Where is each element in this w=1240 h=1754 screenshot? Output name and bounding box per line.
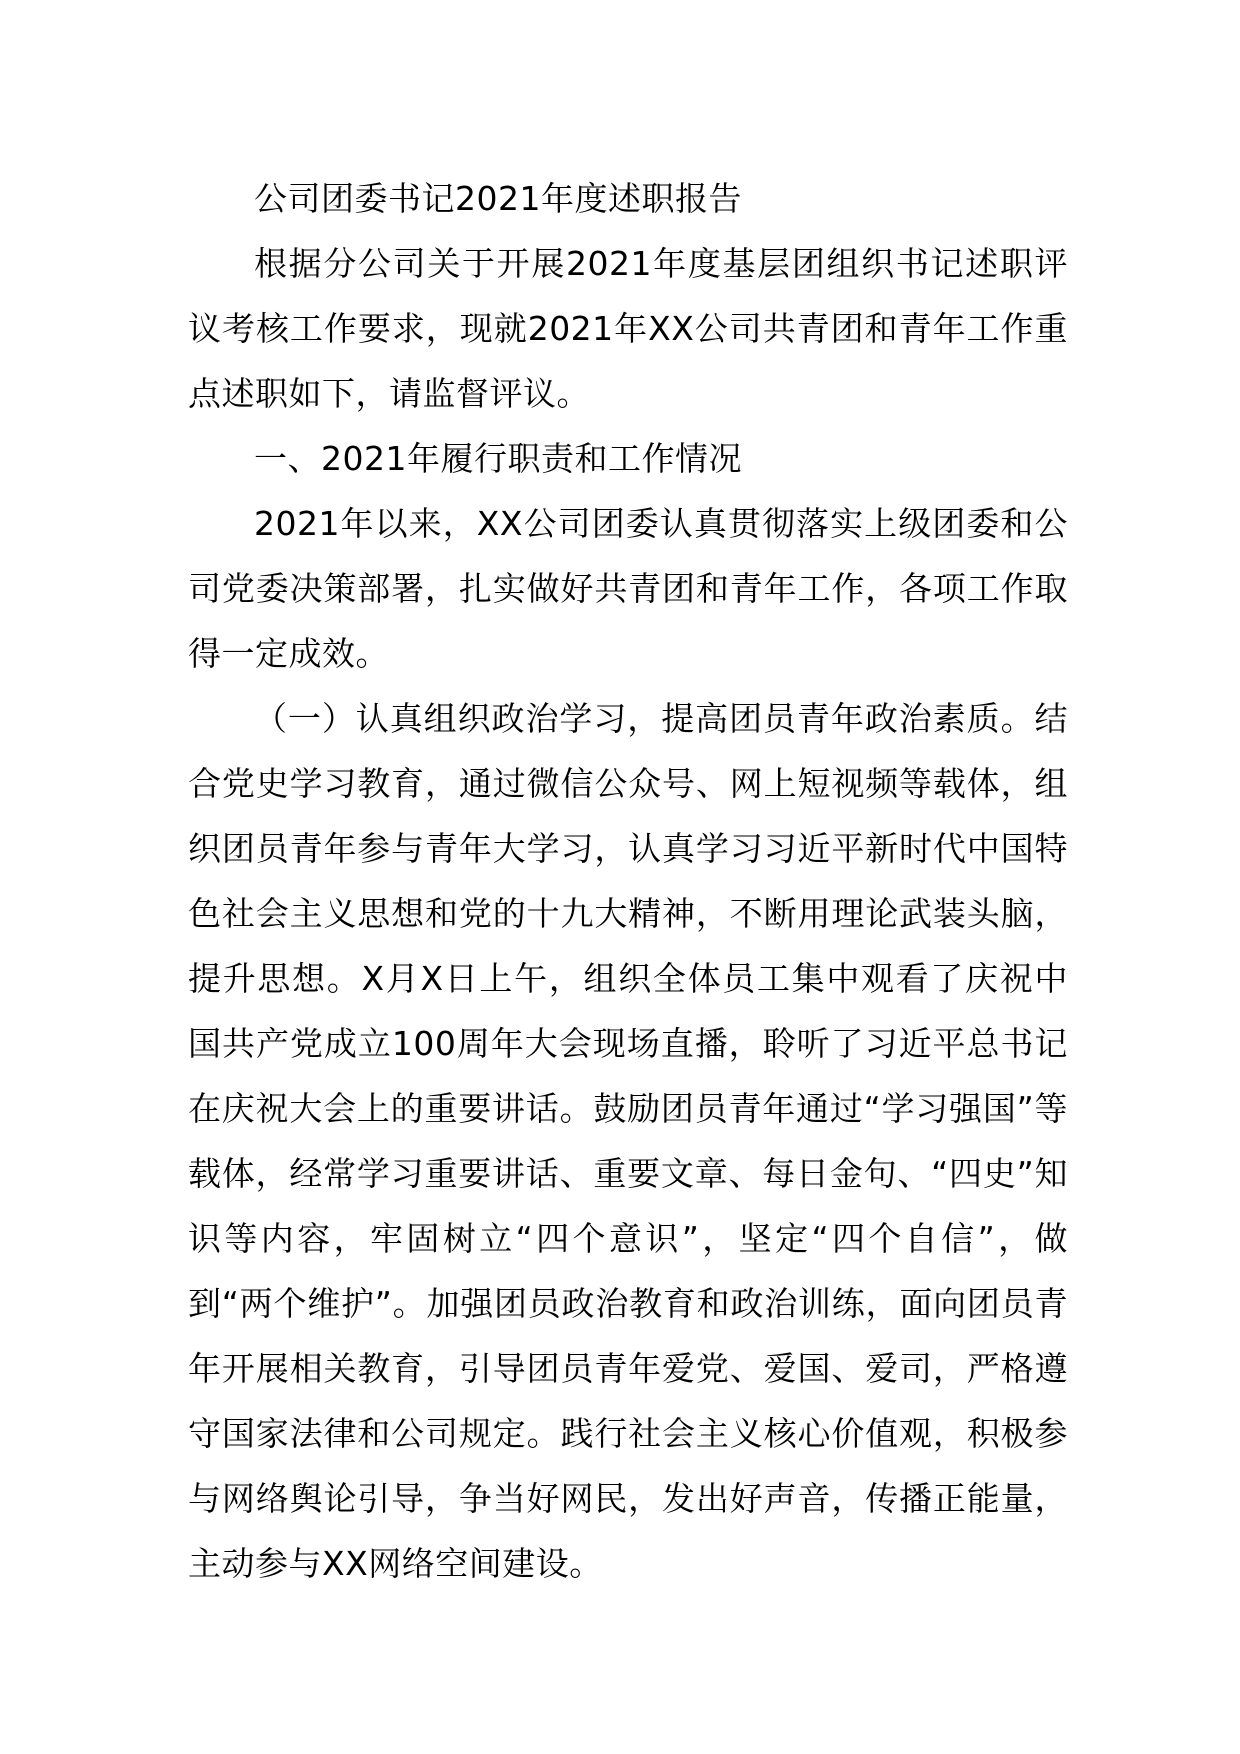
section-heading-1: 一、2021年履行职责和工作情况 — [254, 439, 742, 478]
paragraph-political-study: （一）认真组织政治学习，提高团员青年政治素质。结合党史学习教育，通过微信公众号、网上短视频等载体，组织团员青年参与青年大学习，认真学习习近平新时代中国特色社会主义思想和党的十九大精神，不断用理论武装头脑，提升思想。X月X日上午，组织全体员工集中观看了庆祝中国共产党成立100周年大会现场直播，聆听了习近平总书记在庆祝大会上的重要讲话。鼓励团员青年通过“学习强国”等载体，经常学习重要讲话、重要文章、每日金句、“四史”知识等内容，牢固树立“四个意识”，坚定“四个自信”，做到“两个维护”。加强团员政治教育和政治训练，面向团员青年开展相关教育，引导团员青年爱党、爱国、爱司，严格遵守国家法律和公司规定。践行社会主义核心价值观，积极参与网络舆论引导，争当好网民，发出好声音，传播正能量，主动参与XX网络空间建设。 — [188, 699, 1068, 1583]
paragraph-overview: 2021年以来，XX公司团委认真贯彻落实上级团委和公司党委决策部署，扎实做好共青团和青年工作，各项工作取得一定成效。 — [188, 504, 1068, 673]
document-body — [188, 166, 1068, 1596]
paragraph-intro: 根据分公司关于开展2021年度基层团组织书记述职评议考核工作要求，现就2021年XX公司共青团和青年工作重点述职如下，请监督评议。 — [188, 244, 1068, 413]
document-title: 公司团委书记2021年度述职报告 — [254, 179, 742, 218]
